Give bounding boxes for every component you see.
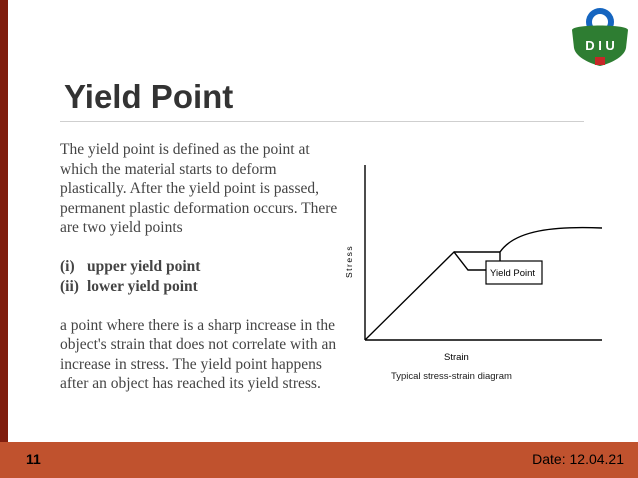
paragraph1-line: permanent plastic deformation occurs. There bbox=[60, 199, 338, 217]
paragraph1-line: are two yield points bbox=[60, 219, 183, 236]
paragraph2-line: a point where there is a sharp increase in the bbox=[60, 316, 336, 334]
slide-date: Date: 12.04.21 bbox=[532, 451, 624, 467]
stress-strain-diagram bbox=[340, 160, 610, 390]
list-number: (i) bbox=[60, 258, 75, 275]
diagram-caption: Typical stress-strain diagram bbox=[391, 371, 512, 382]
title-divider bbox=[60, 121, 584, 122]
logo-text: D I U bbox=[585, 38, 615, 53]
paragraph2-line: after an object has reached its yield stress. bbox=[60, 375, 321, 392]
y-axis-label: Stress bbox=[344, 244, 354, 278]
paragraph2-line: increase in stress. The yield point happens bbox=[60, 355, 322, 373]
stress-strain-curve bbox=[365, 228, 602, 340]
x-axis-label: Strain bbox=[444, 352, 469, 363]
paragraph1-line: plastically. After the yield point is passed, bbox=[60, 180, 319, 197]
page-number: 11 bbox=[26, 451, 41, 467]
list-label: upper yield point bbox=[87, 258, 201, 275]
logo-ribbon bbox=[595, 57, 605, 65]
body-text bbox=[60, 140, 343, 400]
slide-title: Yield Point bbox=[64, 78, 234, 115]
paragraph1-line: The yield point is defined as the point at bbox=[60, 141, 310, 158]
paragraph1-line: which the material starts to deform bbox=[60, 160, 277, 178]
diu-logo bbox=[568, 4, 632, 68]
list-number: (ii) bbox=[60, 277, 79, 295]
yield-point-item-lower bbox=[60, 277, 343, 297]
paragraph2-line: object's strain that does not correlate with an bbox=[60, 336, 337, 353]
yield-point-callout: Yield Point bbox=[490, 268, 536, 279]
left-accent-band bbox=[0, 0, 8, 442]
yield-point-item-upper bbox=[60, 257, 343, 277]
list-label: lower yield point bbox=[87, 277, 198, 295]
